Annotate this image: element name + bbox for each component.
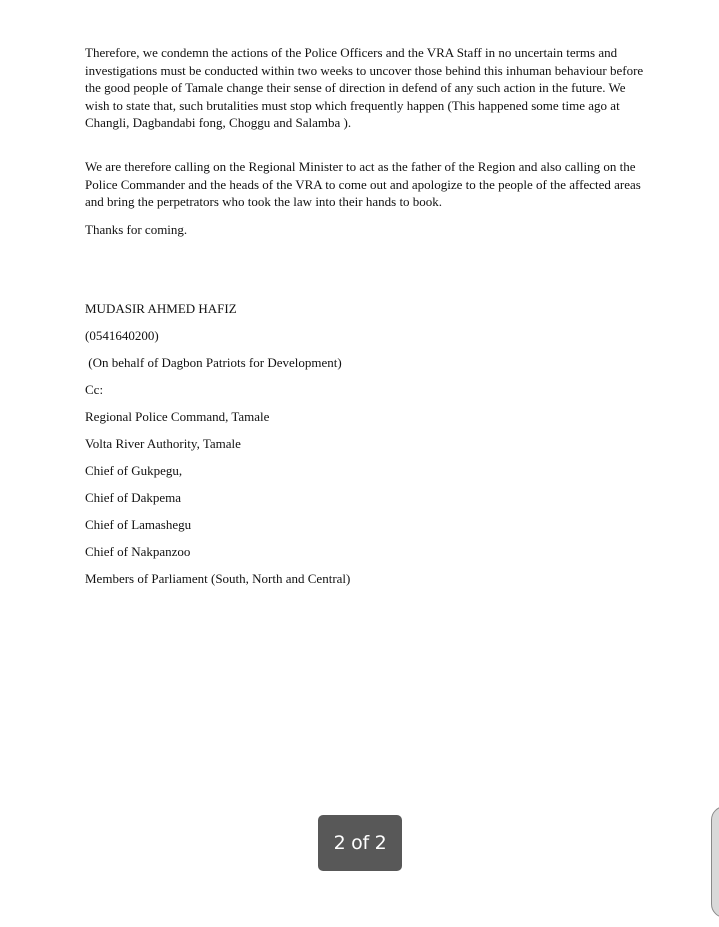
cc-item: Chief of Dakpema xyxy=(85,490,182,505)
paragraph-condemnation: Therefore, we condemn the actions of the Police Officers and the VRA Staff in no uncertain terms and investigations must be conducted within two weeks to uncover those behind this inhuman behaviour before the good people of Tamale change their sense of direction in defend of any such action in the future. We wish to state that, such brutalities must stop which frequently happen (This happened some time ago at Changli, Dagbandabi fong, Choggu and Salamba ). xyxy=(85,45,644,130)
cc-item: Chief of Nakpanzoo xyxy=(85,544,191,559)
cc-item: Members of Parliament (South, North and Central) xyxy=(85,571,351,586)
cc-item: Chief of Lamashegu xyxy=(85,517,192,532)
signatory-phone: (0541640200) xyxy=(85,328,159,343)
page-indicator-badge: 2 of 2 xyxy=(318,815,402,871)
signatory-name: MUDASIR AHMED HAFIZ xyxy=(85,301,237,316)
cc-label: Cc: xyxy=(85,382,104,397)
paragraph-thanks: Thanks for coming. xyxy=(85,222,188,237)
cc-item: Volta River Authority, Tamale xyxy=(85,436,241,451)
cc-item: Regional Police Command, Tamale xyxy=(85,409,270,424)
scroll-handle[interactable] xyxy=(711,806,719,918)
paragraph-call-to-action: We are therefore calling on the Regional Minister to act as the father of the Region and also calling on the Police Commander and the heads of the VRA to come out and apologize to the people of the affected areas and bring the perpetrators who took the law into their hands to book. xyxy=(85,159,641,209)
cc-item: Chief of Gukpegu, xyxy=(85,463,183,478)
signatory-organization: (On behalf of Dagbon Patriots for Development) xyxy=(85,355,342,370)
